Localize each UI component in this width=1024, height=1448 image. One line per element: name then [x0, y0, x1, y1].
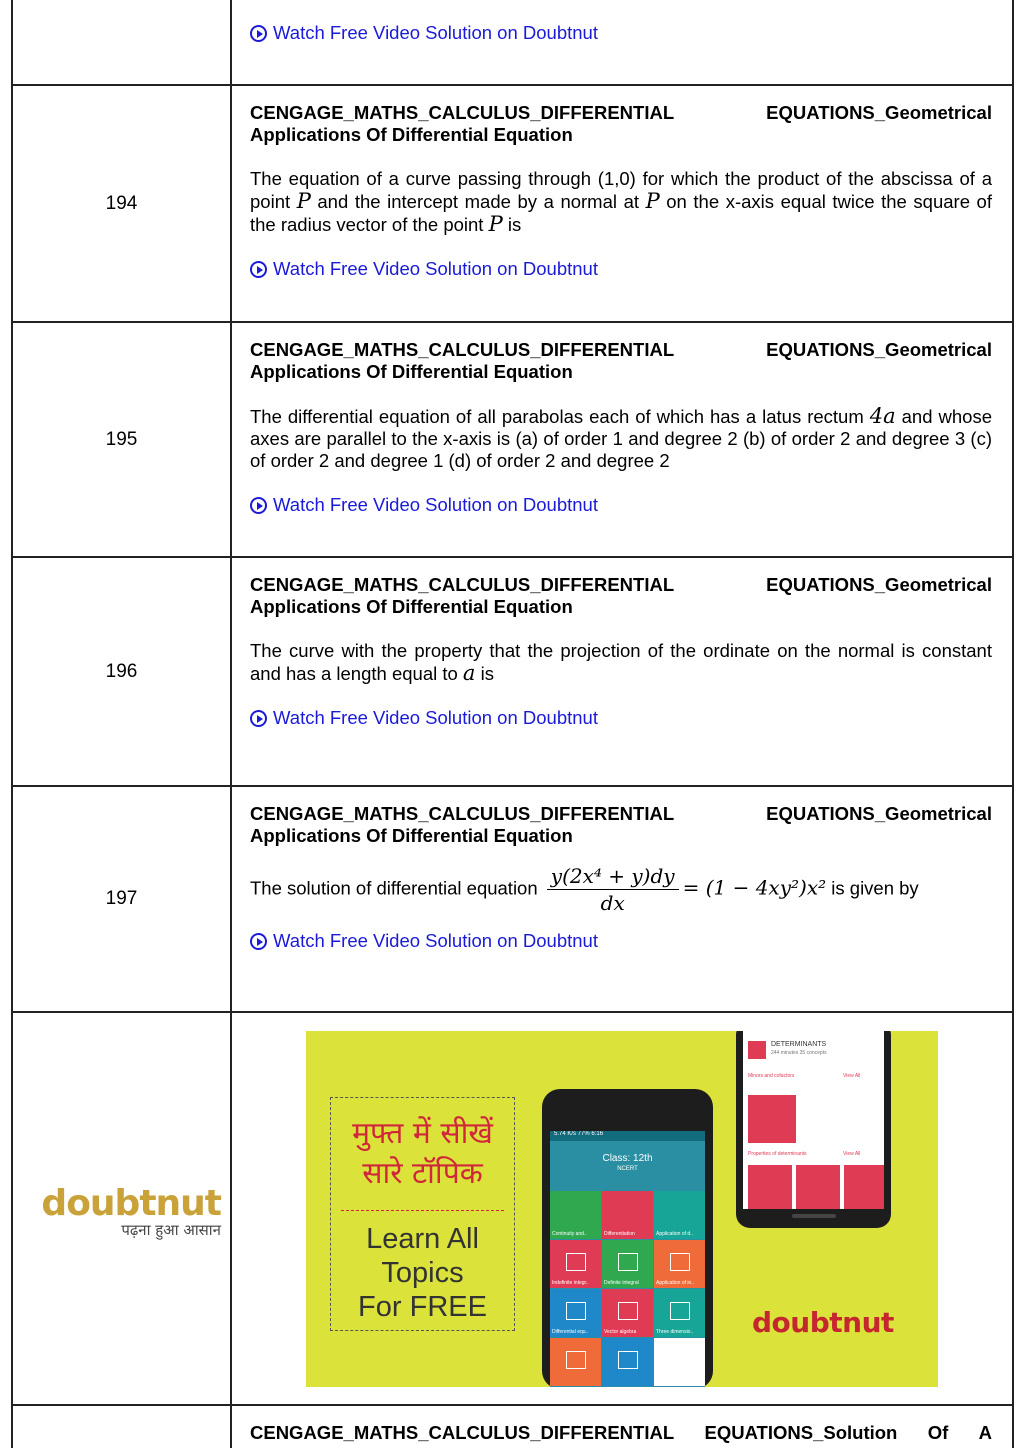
question-text: The curve with the property that the projection of the ordinate on the normal is constant and has a length equal to a is: [250, 640, 992, 685]
promo-banner[interactable]: [306, 1031, 938, 1387]
play-circle-icon: [250, 497, 267, 514]
question-number-cell: [11, 1406, 232, 1448]
watch-video-link[interactable]: Watch Free Video Solution on Doubtnut: [250, 494, 992, 516]
play-circle-icon: [250, 25, 267, 42]
question-cell: [232, 787, 1014, 1011]
phone-mockup-determinants: DETERMINANTS 244 minutes 35 concepts Minors and cofactors View All Properties of determinants View All: [736, 1031, 891, 1228]
topic-tile: [602, 1338, 653, 1386]
question-number: 195: [11, 323, 232, 556]
table-row: [11, 0, 1014, 86]
question-topic: CENGAGE_MATHS_CALCULUS_DIFFERENTIAL EQUATIONS_Geometrical Applications Of Differential Equation: [250, 339, 992, 382]
question-number: 197: [11, 787, 232, 1011]
table-row: [11, 1406, 1014, 1448]
play-circle-icon: [250, 933, 267, 950]
concept-card: [796, 1165, 840, 1209]
phone-mockup: 5.74 K/s 77% 6:16 Class: 12th NCERT Continuity and.. Differentiation Application of d.. Indefinite integr.. Definite integral Application of in.. Differential equ.. Vector algebra Three dimensio..: [542, 1089, 713, 1387]
doubtnut-logo: doubtnut पढ़ना हुआ आसान: [41, 1183, 221, 1239]
concept-card: [748, 1165, 792, 1209]
question-cell: [232, 0, 1014, 84]
integral-icon: [618, 1253, 638, 1271]
table-row: [11, 787, 1014, 1013]
topic-tile: Indefinite integr..: [550, 1240, 601, 1288]
topic-tile: Definite integral: [602, 1240, 653, 1288]
cube-icon: [670, 1302, 690, 1320]
concept-card: [844, 1165, 884, 1209]
topic-tile: Differentiation: [602, 1191, 653, 1239]
topic-tile: [550, 1338, 601, 1386]
topic-tile: Three dimensio..: [654, 1289, 705, 1337]
question-cell: [232, 1406, 1014, 1448]
topic-tile: Vector algebra: [602, 1289, 653, 1337]
watch-video-link[interactable]: Watch Free Video Solution on Doubtnut: [250, 707, 992, 729]
vector-icon: [618, 1302, 638, 1320]
question-cell: [232, 558, 1014, 785]
promo-text-box: मुफ्त में सीखें सारे टॉपिक Learn All Topics For FREE: [330, 1097, 515, 1331]
watch-video-link[interactable]: Watch Free Video Solution on Doubtnut: [250, 258, 992, 280]
divider: [341, 1210, 504, 1211]
concept-card: [748, 1095, 796, 1143]
question-topic: CENGAGE_MATHS_CALCULUS_DIFFERENTIAL EQUATIONS_Geometrical Applications Of Differential Equation: [250, 803, 992, 846]
question-cell: [232, 323, 1014, 556]
table-row: [11, 558, 1014, 787]
logo-cell: [11, 1013, 232, 1404]
watch-video-link[interactable]: Watch Free Video Solution on Doubtnut: [250, 930, 992, 952]
graph-icon: [670, 1253, 690, 1271]
doubtnut-banner-logo: doubtnut: [752, 1306, 894, 1339]
question-text: The equation of a curve passing through (1,0) for which the product of the abscissa of a point P and the intercept made by a normal at P on the x-axis equal twice the square of the radius vector of the point P is: [250, 168, 992, 236]
topic-tiles: [550, 1191, 705, 1386]
play-circle-icon: [250, 710, 267, 727]
topic-tile: Application of d..: [654, 1191, 705, 1239]
determinant-icon: [748, 1041, 766, 1059]
table-row: [11, 1013, 1014, 1406]
question-number: 194: [11, 86, 232, 321]
topic-tile: Continuity and..: [550, 1191, 601, 1239]
topic-tile: [654, 1338, 705, 1386]
topic-tile: Differential equ..: [550, 1289, 601, 1337]
play-circle-icon: [250, 261, 267, 278]
question-topic: CENGAGE_MATHS_CALCULUS_DIFFERENTIAL EQUATIONS_Geometrical Applications Of Differential Equation: [250, 102, 992, 145]
question-topic: CENGAGE_MATHS_CALCULUS_DIFFERENTIAL EQUATIONS_Geometrical Applications Of Differential Equation: [250, 574, 992, 617]
watch-video-link[interactable]: Watch Free Video Solution on Doubtnut: [250, 22, 992, 44]
question-topic: CENGAGE_MATHS_CALCULUS_DIFFERENTIAL EQUATIONS_Solution Of A: [250, 1422, 992, 1443]
table-row: [11, 86, 1014, 323]
integral-icon: [566, 1253, 586, 1271]
question-text: The solution of differential equation $\frac{\text{y(2x⁴ + y)dy}}{dx}$ = (1 − 4xy²)x² is given by: [250, 864, 919, 915]
fraction: $\frac{\text{y(2x⁴ + y)dy}}{dx}$: [547, 865, 679, 914]
equation-icon: [566, 1302, 586, 1320]
table-row: [11, 323, 1014, 558]
question-cell: [232, 86, 1014, 321]
topic-tile: Application of in..: [654, 1240, 705, 1288]
banner-cell: [232, 1013, 1014, 1404]
triangle-icon: [566, 1351, 586, 1369]
question-text: The differential equation of all parabolas each of which has a latus rectum 4a and whose axes are parallel to the x-axis is (a) of order 1 and degree 2 (b) of order 2 and degree 3 (c) of order 2 and degree 1 (d) of order 2 and degree 2: [250, 404, 992, 471]
sphere-icon: [618, 1351, 638, 1369]
question-number: 196: [11, 558, 232, 785]
question-number-cell: [11, 0, 232, 84]
